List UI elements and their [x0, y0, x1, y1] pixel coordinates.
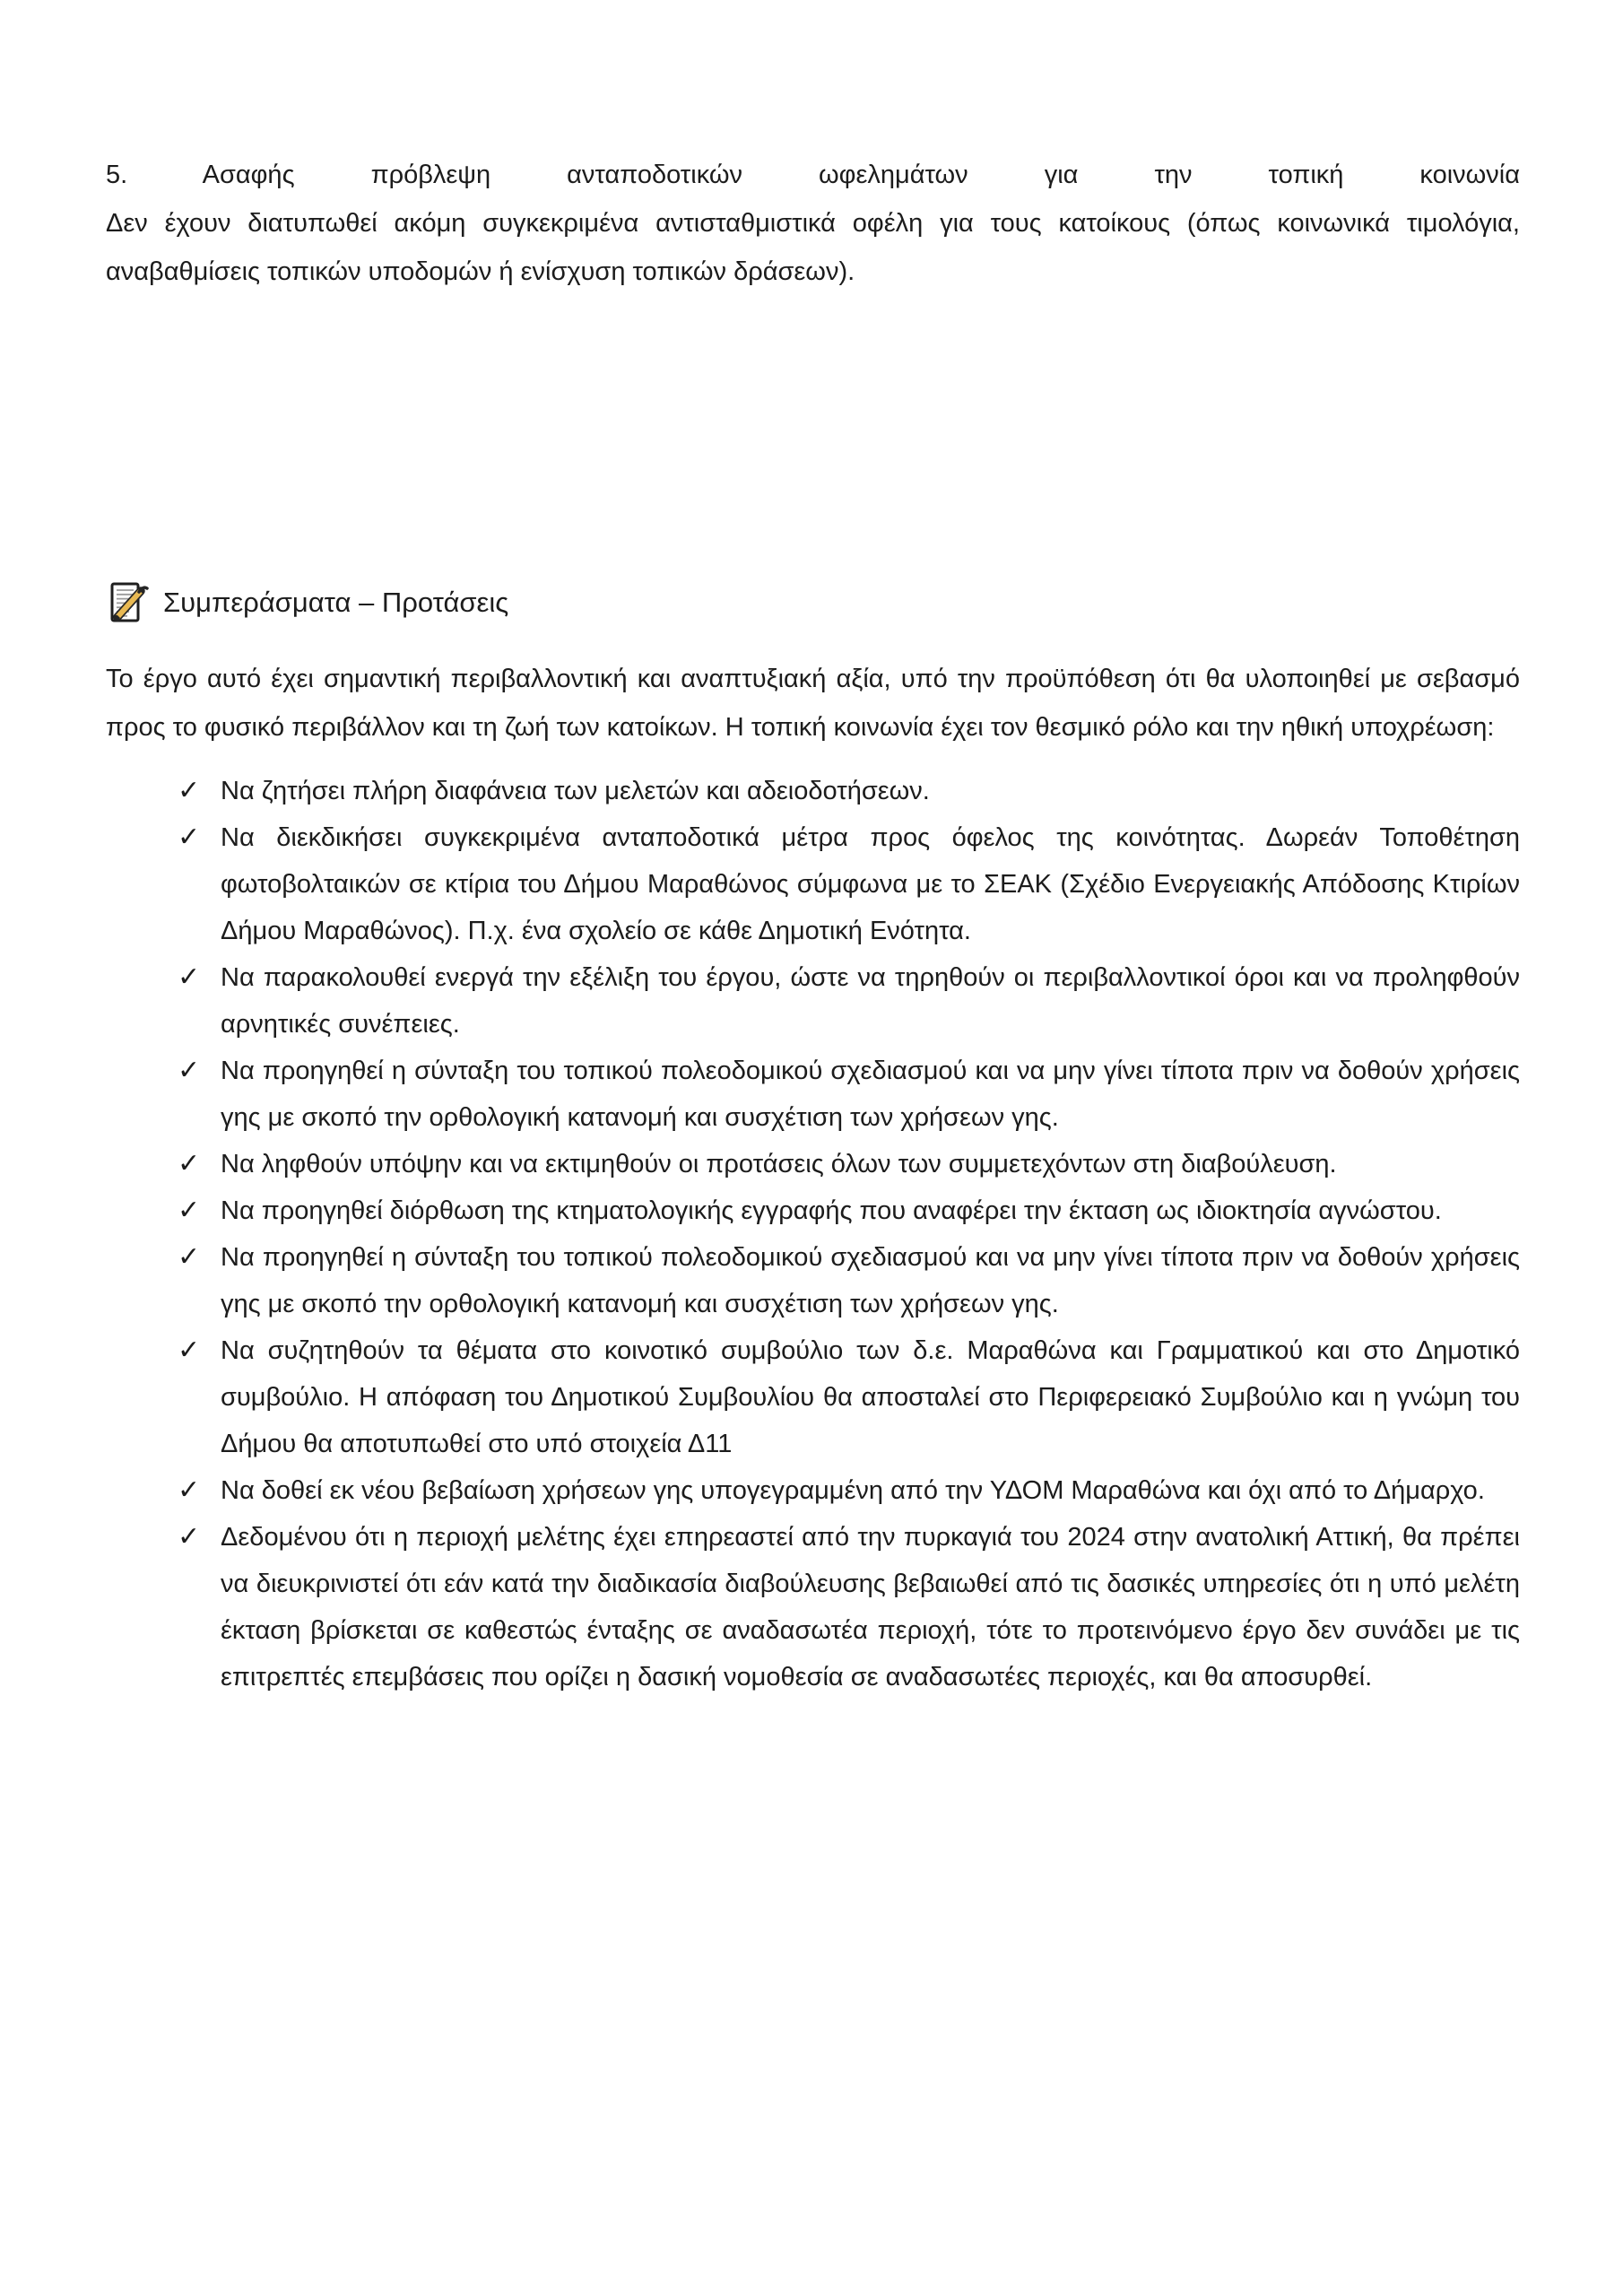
intro-paragraph: Το έργο αυτό έχει σημαντική περιβαλλοντική και αναπτυξιακή αξία, υπό την προϋπόθεση ότι θα υλοποιηθεί με σεβασμό προς το φυσικό περιβάλλον και τη ζωή των κατοίκων. Η τοπική κοινωνία έχει τον θεσμικό ρόλο και την ηθική υποχρέωση:: [106, 665, 1520, 742]
checkmark-icon: ✓: [178, 1196, 201, 1225]
list-item: [178, 1141, 1520, 1187]
list-item-text: Να διεκδικήσει συγκεκριμένα ανταποδοτικά μέτρα προς όφελος της κοινότητας. Δωρεάν Τοποθέτηση φωτοβολταικών σε κτίρια του Δήμου Μαραθώνος σύμφωνα με το ΣΕΑΚ (Σχέδιο Ενεργειακής Απόδοσης Κτιρίων Δήμου Μαραθώνος). Π.χ. ένα σχολείο σε κάθε Δημοτική Ενότητα.: [221, 823, 1520, 945]
issue-5-number: 5.: [106, 161, 128, 189]
checkmark-icon: ✓: [178, 1475, 201, 1505]
list-item: [178, 954, 1520, 1048]
list-item: [178, 814, 1520, 954]
checkmark-icon: ✓: [178, 776, 201, 805]
list-item-text: Να ζητήσει πλήρη διαφάνεια των μελετών και αδειοδοτήσεων.: [221, 777, 930, 805]
section-heading: [106, 581, 1520, 624]
list-item: [178, 1467, 1520, 1514]
list-item-text: Να δοθεί εκ νέου βεβαίωση χρήσεων γης υπογεγραμμένη από την ΥΔΟΜ Μαραθώνα και όχι από το Δήμαρχο.: [221, 1476, 1485, 1505]
list-item-text: Να προηγηθεί η σύνταξη του τοπικού πολεοδομικού σχεδιασμού και να μην γίνει τίποτα πριν να δοθούν χρήσεις γης με σκοπό την ορθολογική κατανομή και συσχέτιση των χρήσεων γης.: [221, 1243, 1520, 1318]
list-item-text: Να προηγηθεί η σύνταξη του τοπικού πολεοδομικού σχεδιασμού και να μην γίνει τίποτα πριν να δοθούν χρήσεις γης με σκοπό την ορθολογική κατανομή και συσχέτιση των χρήσεων γης.: [221, 1057, 1520, 1132]
checkmark-icon: ✓: [178, 1149, 201, 1178]
issue-5-paragraph: [106, 151, 1520, 296]
list-item-text: Να προηγηθεί διόρθωση της κτηματολογικής εγγραφής που αναφέρει την έκταση ως ιδιοκτησία αγνώστου.: [221, 1196, 1442, 1225]
issue-5-title: Ασαφής πρόβλεψη ανταποδοτικών ωφελημάτων για την τοπική κοινωνία: [202, 161, 1520, 189]
list-item: [178, 1048, 1520, 1141]
list-item: [178, 768, 1520, 814]
list-item: [178, 1327, 1520, 1467]
list-item: [178, 1234, 1520, 1327]
issue-5-title-line: [106, 151, 1520, 199]
checkmark-icon: ✓: [178, 1242, 201, 1272]
list-item-text: Να ληφθούν υπόψην και να εκτιμηθούν οι προτάσεις όλων των συμμετεχόντων στη διαβούλευση.: [221, 1150, 1337, 1178]
section-title: Συμπεράσματα – Προτάσεις: [163, 587, 509, 618]
list-item-text: Να παρακολουθεί ενεργά την εξέλιξη του έργου, ώστε να τηρηθούν οι περιβαλλοντικοί όροι και να προληφθούν αρνητικές συνέπειες.: [221, 963, 1520, 1039]
checkmark-icon: ✓: [178, 1335, 201, 1365]
issue-5-body: Δεν έχουν διατυπωθεί ακόμη συγκεκριμένα αντισταθμιστικά οφέλη για τους κατοίκους (όπως κοινωνικά τιμολόγια, αναβαθμίσεις τοπικών υποδομών ή ενίσχυση τοπικών δράσεων).: [106, 209, 1520, 286]
checkmark-icon: ✓: [178, 1056, 201, 1085]
checkmark-icon: ✓: [178, 822, 201, 852]
checkmark-icon: ✓: [178, 962, 201, 992]
list-item-text: Δεδομένου ότι η περιοχή μελέτης έχει επηρεαστεί από την πυρκαγιά του 2024 στην ανατολική Αττική, θα πρέπει να διευκρινιστεί ότι εάν κατά την διαδικασία διαβούλευσης βεβαιωθεί από τις δασικές υπηρεσίες ότι η υπό μελέτη έκταση βρίσκεται σε καθεστώς ένταξης σε αναδασωτέα περιοχή, τότε το προτεινόμενο έργο δεν συνάδει με τις επιτρεπτές επεμβάσεις που ορίζει η δασική νομοθεσία σε αναδασωτέες περιοχές, και θα αποσυρθεί.: [221, 1523, 1520, 1692]
checkmark-icon: ✓: [178, 1522, 201, 1552]
list-item: [178, 1514, 1520, 1700]
list-item: [178, 1187, 1520, 1234]
list-item-text: Να συζητηθούν τα θέματα στο κοινοτικό συμβούλιο των δ.ε. Μαραθώνα και Γραμματικού και στο Δημοτικό συμβούλιο. Η απόφαση του Δημοτικού Συμβουλίου θα αποσταλεί στο Περιφερειακό Συμβούλιο και η γνώμη του Δήμου θα αποτυπωθεί στο υπό στοιχεία Δ11: [221, 1336, 1520, 1458]
checklist: [106, 768, 1520, 1700]
memo-icon: [106, 581, 149, 624]
